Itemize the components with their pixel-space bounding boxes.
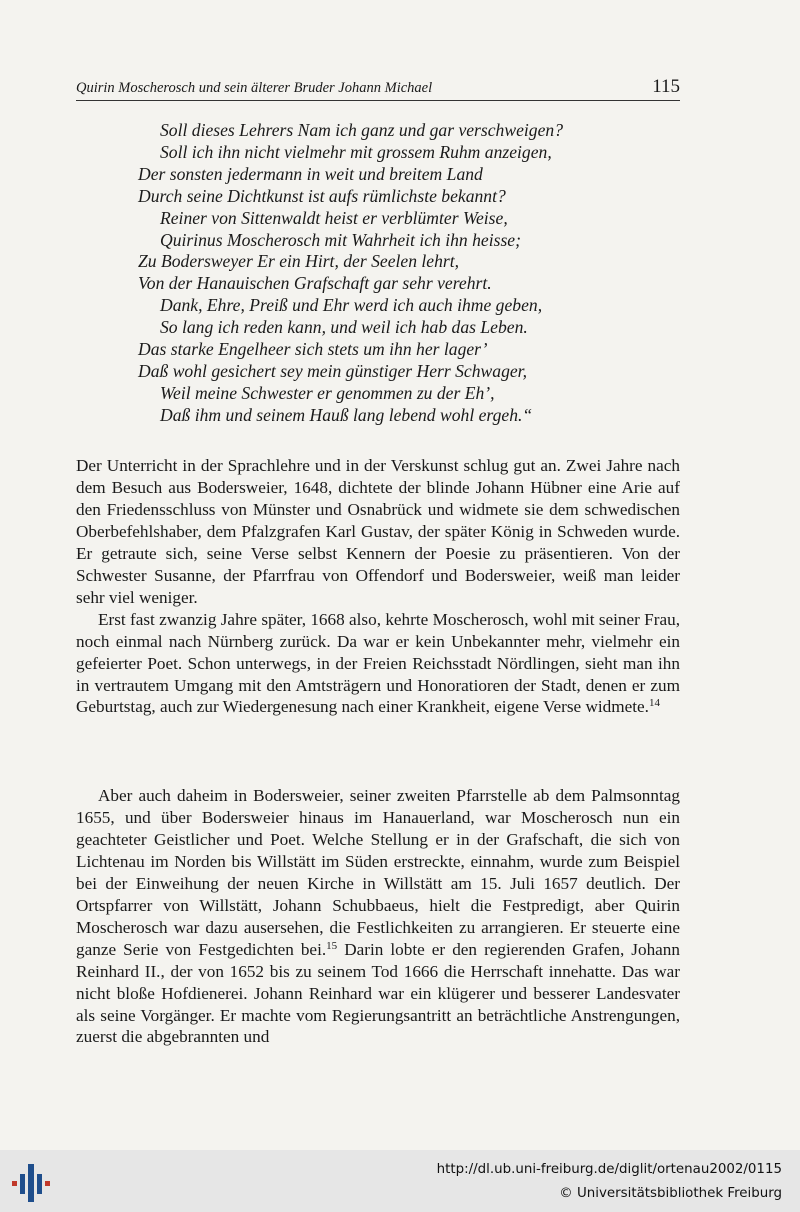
paragraph-2 [76,609,680,719]
poem-line: Reiner von Sittenwaldt heist er verblümter Weise, [160,207,508,228]
poem-line: Dank, Ehre, Preiß und Ehr werd ich auch ihme geben, [160,295,543,316]
page-number: 115 [652,76,680,97]
paragraph-3-text-b: Darin lobte er den regierenden Grafen, Johann Reinhard II., der von 1652 bis zu seinem Tod 1666 die Herrschaft innehatte. Das war nicht bloße Hofdienerei. Johann Reinhard war ein klügerer und besserer Landesvater als seine Vorgänger. Er machte vom Regierungsantritt an beträchtliche Anstrengungen, zuerst die abgebrannten und [76,939,680,1047]
running-header [76,74,680,101]
poem-line: Durch seine Dichtkunst ist aufs rümlichste bekannt? [138,185,506,206]
poem-line: Zu Bodersweyer Er ein Hirt, der Seelen lehrt, [138,251,460,272]
poem-line: Quirinus Moscherosch mit Wahrheit ich ihn heisse; [160,229,521,250]
copyright-text: © Universitätsbibliothek Freiburg [559,1186,782,1201]
paragraph-2-text: Erst fast zwanzig Jahre später, 1668 also, kehrte Moscherosch, wohl mit seiner Frau, noch einmal nach Nürnberg zurück. Da war er kein Unbekannter mehr, vielmehr ein gefeierter Poet. Schon unterwegs, in der Freien Reichsstadt Nördlingen, sieht man ihn in vertrautem Umgang mit den Amtsträgern und Honoratioren der Stadt, denen er zum Geburtstag, auch zur Wiedergenesung nach einer Krankheit, eigene Verse widmete. [76,609,680,717]
footer-bar [0,1150,800,1212]
poem-line: Daß ihm und seinem Hauß lang lebend wohl ergeh.“ [160,404,533,425]
ub-freiburg-logo-icon [10,1162,52,1204]
prose-block-1 [76,455,680,718]
poem-line: Soll ich ihn nicht vielmehr mit grossem Ruhm anzeigen, [160,141,552,162]
paragraph-3-text-a: Aber auch daheim in Bodersweier, seiner zweiten Pfarrstelle ab dem Palmsonntag 1655, und über Bodersweier hinaus im Hanauerland, war Moscherosch nun ein geachteter Geistlicher und Poet. Welche Stellung er in der Grafschaft, die sich von Lichtenau im Norden bis Willstätt im Süden erstreckte, einnahm, wurde zum Beispiel bei der Einweihung der neuen Kirche in Willstätt am 15. Juli 1657 deutlich. Der Ortspfarrer von Willstätt, Johann Schubbaeus, hielt die Festpredigt, aber Quirin Moscherosch war dazu ausersehen, die Festlichkeiten zu arrangieren. Er steuerte eine ganze Serie von Festgedichten bei. [76,786,680,959]
poem-line: Weil meine Schwester er genommen zu der Eh’, [160,382,495,403]
footnote-ref-15[interactable]: 15 [326,939,338,952]
prose-block-2 [76,785,680,1048]
running-title: Quirin Moscherosch und sein älterer Bruder Johann Michael [76,80,433,96]
paragraph-3 [76,785,680,1048]
footnote-ref-14[interactable]: 14 [648,697,660,710]
poem-line: Der sonsten jedermann in weit und breitem Land [138,163,483,184]
paragraph-1: Der Unterricht in der Sprachlehre und in der Verskunst schlug gut an. Zwei Jahre nach dem Besuch aus Bodersweier, 1648, dichtete der blinde Johann Hübner eine Arie auf den Friedensschluss von Münster und Osnabrück und widmete sie dem schwedischen Oberbefehlshaber, dem Pfalzgrafen Karl Gustav, der später König in Schweden wurde. Er getraute sich, seine Verse selbst Kennern der Poesie zu präsentieren. Von der Schwester Susanne, der Pfarrfrau von Offendorf und Bodersweier, weiß man leider sehr viel weniger. [76,456,680,607]
source-url-link[interactable]: http://dl.ub.uni-freiburg.de/diglit/ortenau2002/0115 [436,1162,782,1177]
poem-line: Von der Hanauischen Grafschaft gar sehr verehrt. [138,273,492,294]
poem-line: Daß wohl gesichert sey mein günstiger Herr Schwager, [138,360,527,381]
poem-line: Das starke Engelheer sich stets um ihn her lager’ [138,339,488,360]
poem-block [138,120,658,427]
poem-line: Soll dieses Lehrers Nam ich ganz und gar verschweigen? [160,120,563,140]
poem-line: So lang ich reden kann, und weil ich hab das Leben. [160,317,528,338]
